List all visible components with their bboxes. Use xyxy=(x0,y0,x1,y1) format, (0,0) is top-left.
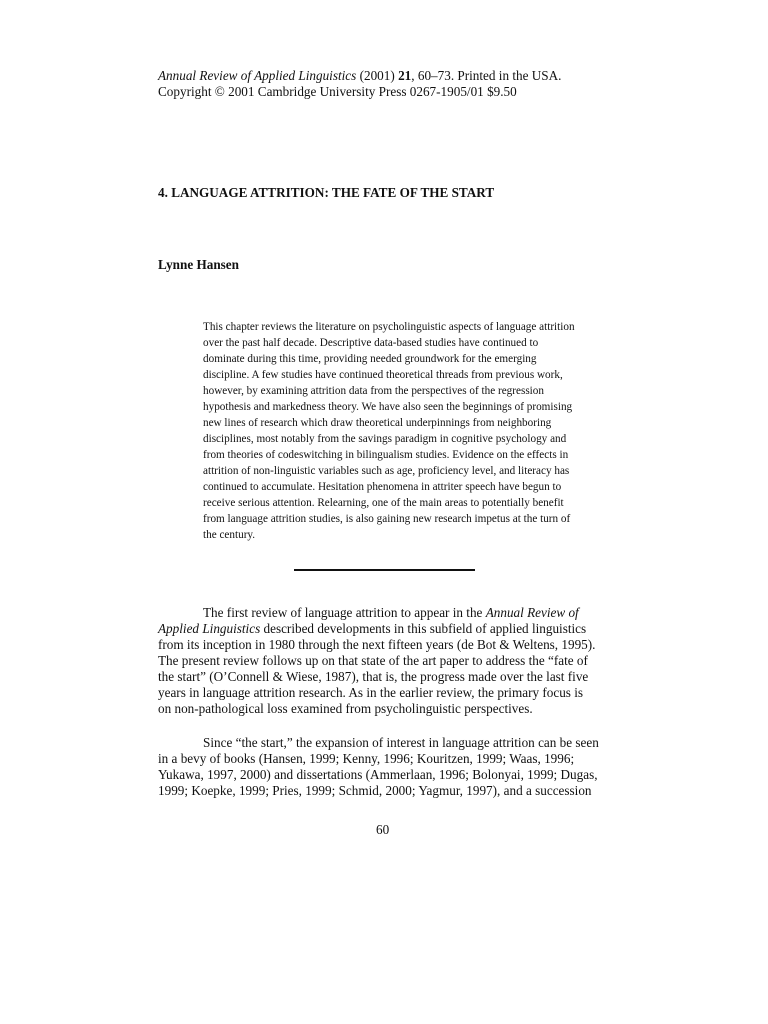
abstract-line: dominate during this time, providing needed groundwork for the emerging xyxy=(203,353,537,365)
body-line: The present review follows up on that state of the art paper to address the “fate of xyxy=(158,653,588,668)
abstract-line: however, by examining attrition data from the perspectives of the regression xyxy=(203,385,544,397)
journal-name: Annual Review of Applied Linguistics xyxy=(158,68,357,83)
journal-pages: , 60–73. Printed in the USA. xyxy=(411,68,562,83)
abstract-line: discipline. A few studies have continued theoretical threads from previous work, xyxy=(203,369,563,381)
abstract-line: the century. xyxy=(203,529,256,541)
abstract-line: hypothesis and markedness theory. We have also seen the beginnings of promising xyxy=(203,401,573,413)
body-line xyxy=(158,605,628,621)
abstract-line: disciplines, most notably from the savings paradigm in cognitive psychology and xyxy=(203,433,567,445)
abstract xyxy=(203,319,623,543)
body-line: Since “the start,” the expansion of interest in language attrition can be seen xyxy=(203,735,599,750)
body-paragraph-1 xyxy=(158,605,628,717)
abstract-line: receive serious attention. Relearning, one of the main areas to potentially benefit xyxy=(203,497,564,509)
abstract-line: attrition of non-linguistic variables such as age, proficiency level, and literacy has xyxy=(203,465,570,477)
article-title: 4. LANGUAGE ATTRITION: THE FATE OF THE START xyxy=(158,185,495,200)
body-line: in a bevy of books (Hansen, 1999; Kenny, 1996; Kouritzen, 1999; Waas, 1996; xyxy=(158,751,575,766)
body-text-span: The first review of language attrition to appear in the xyxy=(203,605,486,620)
body-line: from its inception in 1980 through the next fifteen years (de Bot & Weltens, 1995). xyxy=(158,637,596,652)
page-number: 60 xyxy=(376,822,390,837)
body-text-span: described developments in this subfield of applied linguistics xyxy=(260,621,587,636)
abstract-line: new lines of research which draw theoretical underpinnings from neighboring xyxy=(203,417,552,429)
body-paragraph-2 xyxy=(158,735,628,799)
body-line: Yukawa, 1997, 2000) and dissertations (Ammerlaan, 1996; Bolonyai, 1999; Dugas, xyxy=(158,767,598,782)
journal-volume: 21 xyxy=(398,68,412,83)
abstract-line: over the past half decade. Descriptive data-based studies have continued to xyxy=(203,337,539,349)
body-line: 1999; Koepke, 1999; Pries, 1999; Schmid, 2000; Yagmur, 1997), and a succession xyxy=(158,783,592,798)
abstract-line: from theories of codeswitching in bilingualism studies. Evidence on the effects in xyxy=(203,449,569,461)
journal-name-italic: Applied Linguistics xyxy=(158,621,261,636)
abstract-line: from language attrition studies, is also gaining new research impetus at the turn of xyxy=(203,513,571,525)
body-line: years in language attrition research. As in the earlier review, the primary focus is xyxy=(158,685,584,700)
citation-line xyxy=(158,68,561,84)
abstract-line: continued to accumulate. Hesitation phenomena in attriter speech have begun to xyxy=(203,481,562,493)
abstract-line: This chapter reviews the literature on psycholinguistic aspects of language attrition xyxy=(203,321,575,333)
copyright-line: Copyright © 2001 Cambridge University Press 0267-1905/01 $9.50 xyxy=(158,84,517,99)
body-line xyxy=(158,621,628,637)
journal-header xyxy=(158,68,561,100)
section-divider xyxy=(294,569,475,571)
body-line: the start” (O’Connell & Wiese, 1987), that is, the progress made over the last five xyxy=(158,669,589,684)
article-author: Lynne Hansen xyxy=(158,257,239,272)
body-line: on non-pathological loss examined from psycholinguistic perspectives. xyxy=(158,701,533,716)
journal-name-italic: Annual Review of xyxy=(485,605,579,620)
journal-year: (2001) xyxy=(359,68,395,83)
